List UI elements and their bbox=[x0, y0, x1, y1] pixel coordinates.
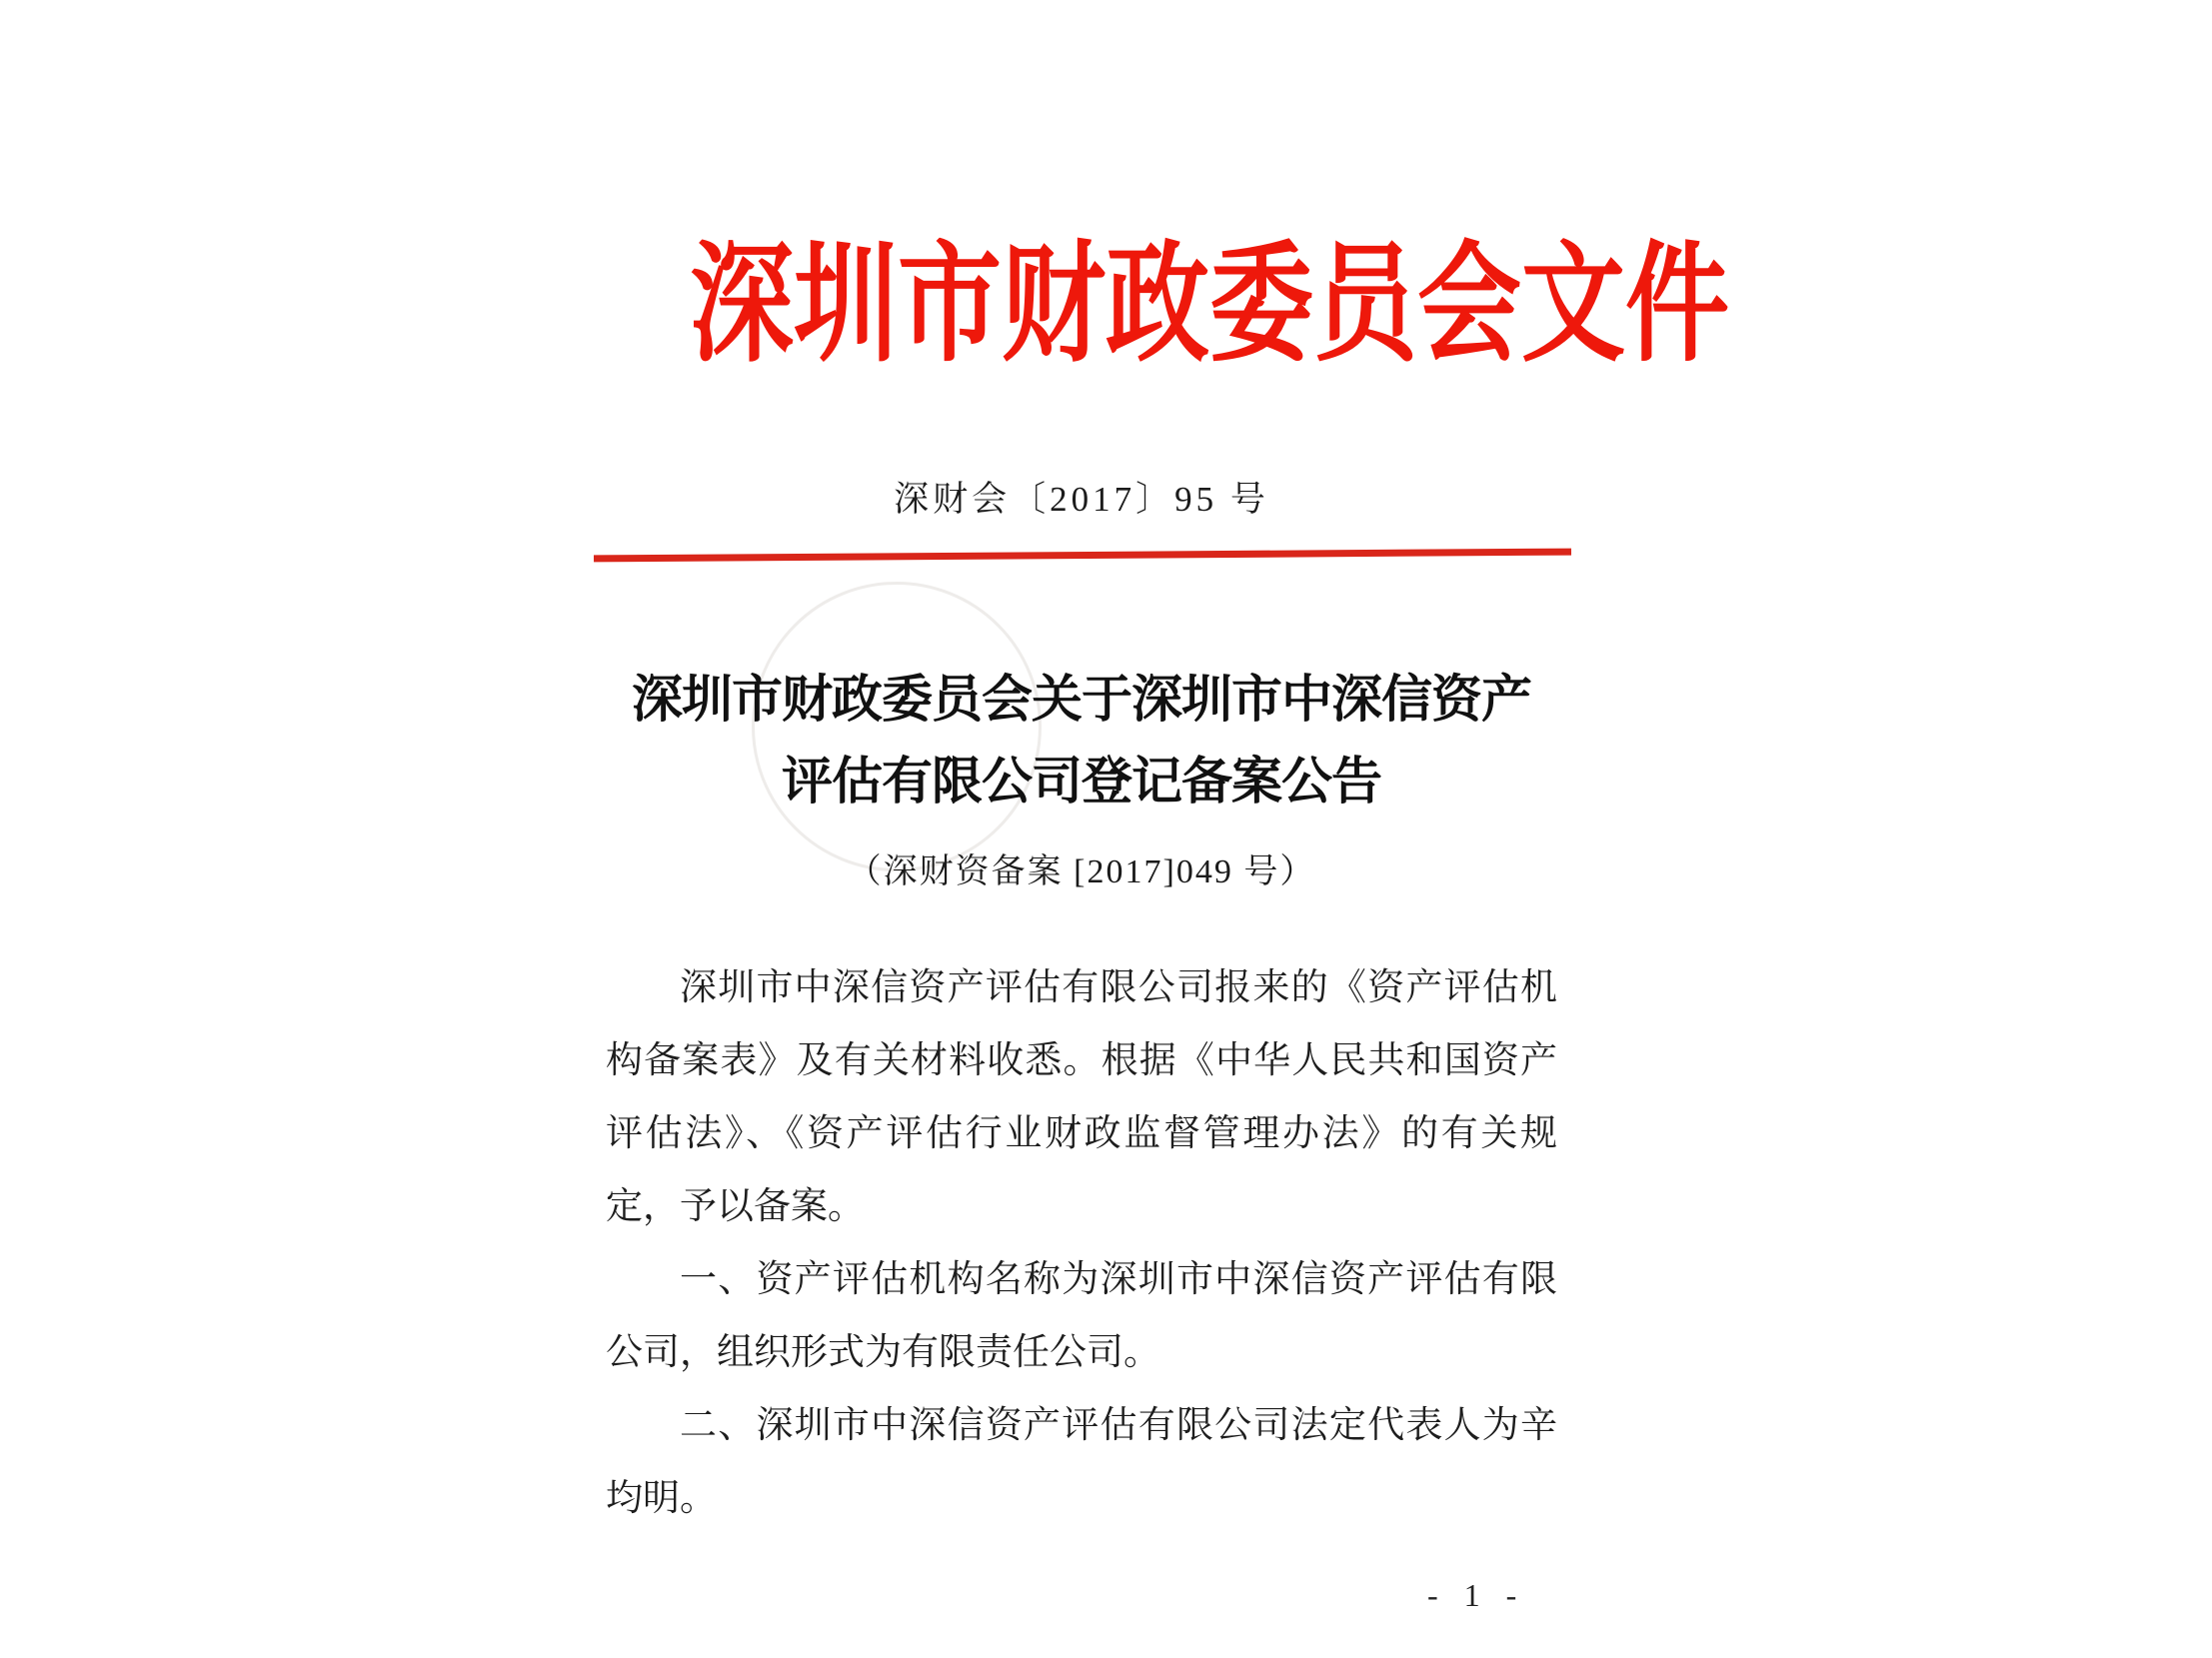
announcement-title bbox=[592, 660, 1571, 824]
body-paragraph-item-2: 二、深圳市中深信资产评估有限公司法定代表人为辛均明。 bbox=[606, 1405, 1557, 1519]
filing-number-subtitle: （深财资备案 [2017]049 号） bbox=[847, 853, 1316, 890]
page-number: - 1 - bbox=[1427, 1577, 1526, 1613]
document-body bbox=[606, 951, 1557, 1535]
red-divider-line bbox=[594, 549, 1571, 563]
document-number: 深财会〔2017〕95 号 bbox=[894, 480, 1269, 519]
announcement-title-line1: 深圳市财政委员会关于深圳市中深信资产 bbox=[631, 673, 1531, 729]
document-header-title: 深圳市财政委员会文件 bbox=[690, 234, 1730, 378]
body-paragraph-intro: 深圳市中深信资产评估有限公司报来的《资产评估机构备案表》及有关材料收悉。根据《中华人民共和国资产评估法》、《资产评估行业财政监督管理办法》的有关规定，予以备案。 bbox=[606, 967, 1557, 1227]
announcement-title-line2: 评估有限公司登记备案公告 bbox=[781, 755, 1381, 811]
body-paragraph-item-1: 一、资产评估机构名称为深圳市中深信资产评估有限公司，组织形式为有限责任公司。 bbox=[606, 1259, 1557, 1373]
document-content-column bbox=[592, 0, 1730, 1658]
